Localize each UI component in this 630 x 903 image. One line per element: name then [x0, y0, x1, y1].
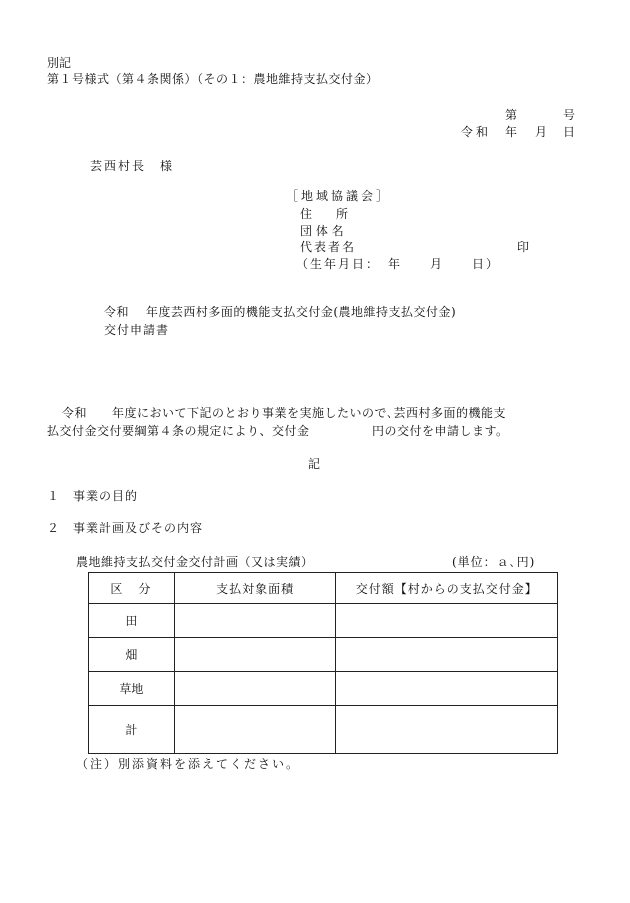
form-number-title: 第１号様式（第４条関係）（その１：農地維持支払交付金）	[47, 72, 379, 86]
table-row	[89, 672, 558, 706]
body-text-line1: 令和 年度において下記のとおり事業を実施したいので､芸西村多面的機能支	[62, 406, 507, 420]
table-row-total	[89, 706, 558, 754]
address-label: 住 所	[300, 207, 349, 221]
table-note: （注）別添資料を添えてください。	[76, 757, 301, 771]
section-plan: ２ 事業計画及びその内容	[47, 521, 204, 535]
amount-cell[interactable]	[336, 638, 558, 672]
header-amount: 交付額【村からの支払交付金】	[336, 573, 558, 604]
date-year: 年	[505, 125, 518, 139]
row-label-total: 計	[89, 706, 175, 754]
group-name-label: 団 体 名	[300, 224, 344, 238]
amount-cell[interactable]	[336, 604, 558, 638]
area-cell[interactable]	[174, 604, 336, 638]
plan-table	[88, 572, 558, 754]
birthdate-label: （生年月日： 年 月 日）	[296, 257, 501, 271]
document-title-line2: 交付申請書	[104, 323, 170, 337]
date-month: 月	[535, 125, 548, 139]
representative-label: 代表者名	[300, 240, 357, 254]
table-caption: 農地維持支払交付金交付計画（又は実績）	[76, 555, 314, 569]
date-era: 令和	[461, 125, 492, 139]
row-label-upland-field: 畑	[89, 638, 175, 672]
area-cell[interactable]	[174, 638, 336, 672]
amount-cell[interactable]	[336, 706, 558, 754]
addressee: 芸西村長 様	[90, 159, 175, 173]
row-label-rice-field: 田	[89, 604, 175, 638]
ki-mark: 記	[308, 457, 321, 471]
body-text-line2: 払交付金交付要綱第４条の規定により、交付金 円の交付を申請します。	[47, 424, 509, 438]
area-cell[interactable]	[174, 672, 336, 706]
amount-cell[interactable]	[336, 672, 558, 706]
document-title-line1: 令和 年度芸西村多面的機能支払交付金(農地維持支払交付金)	[104, 305, 457, 319]
header-area: 支払対象面積	[174, 573, 336, 604]
table-unit: (単位：ａ､円)	[452, 555, 536, 569]
header-category: 区 分	[89, 573, 175, 604]
doc-number-go: 号	[563, 108, 576, 122]
seal-mark: 印	[517, 240, 530, 254]
date-day: 日	[563, 125, 576, 139]
table-row	[89, 638, 558, 672]
doc-number-dai: 第	[505, 108, 518, 122]
appendix-label: 別記	[47, 56, 72, 70]
section-purpose: １ 事業の目的	[47, 489, 139, 503]
row-label-grassland: 草地	[89, 672, 175, 706]
applicant-org-label: ［地域協議会］	[286, 189, 392, 203]
table-header-row	[89, 573, 558, 604]
table-row	[89, 604, 558, 638]
area-cell[interactable]	[174, 706, 336, 754]
